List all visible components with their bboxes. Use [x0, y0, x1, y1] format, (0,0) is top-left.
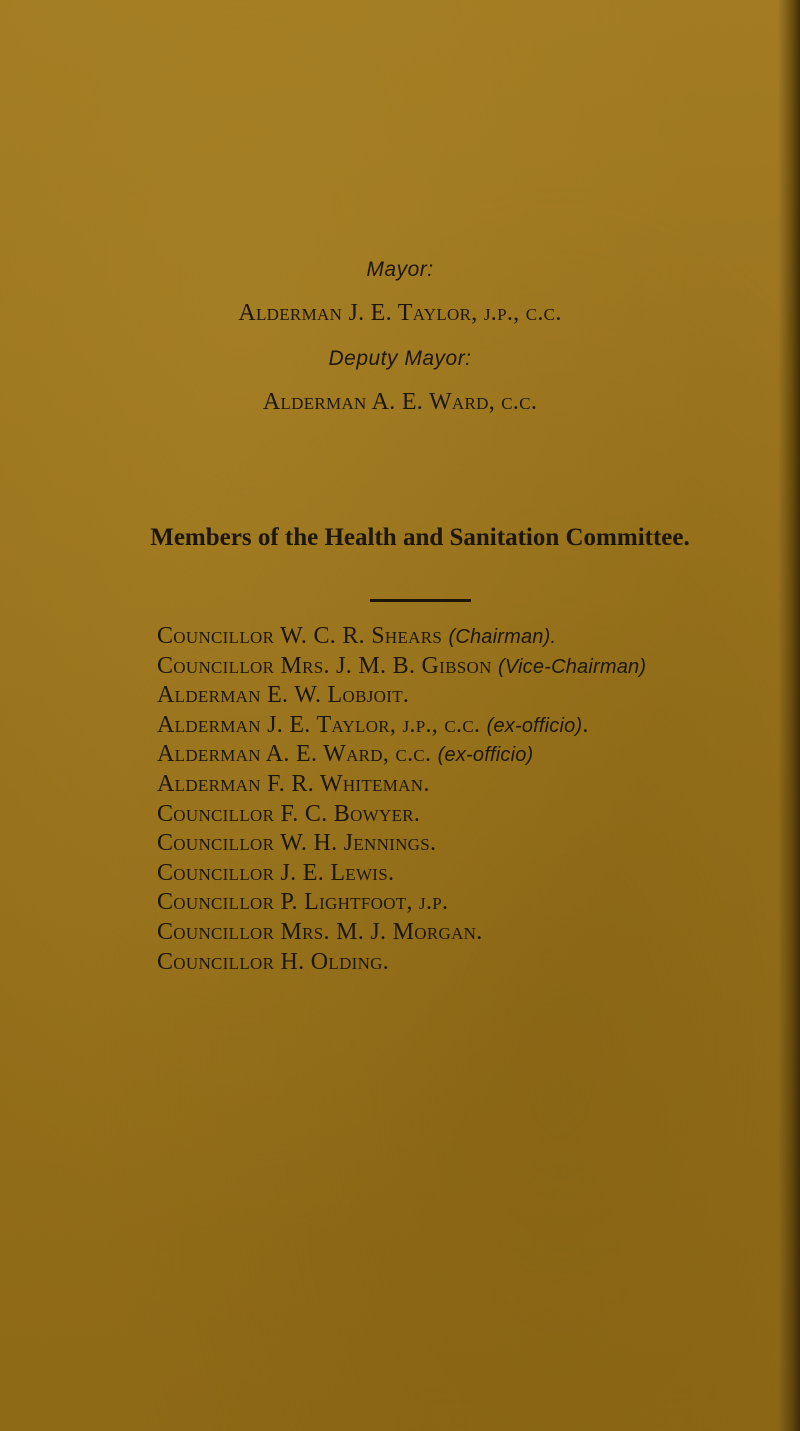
member-item [157, 829, 646, 859]
member-name: Councillor W. C. R. Shears [157, 623, 443, 649]
member-item [157, 859, 646, 889]
member-item [157, 918, 646, 948]
member-item [157, 711, 646, 741]
committee-title: Members of the Health and Sanitation Committee. [150, 524, 690, 551]
member-note: (Vice-Chairman) [498, 655, 647, 678]
member-name: Alderman F. R. Whiteman. [157, 770, 430, 797]
member-name: Alderman E. W. Lobjoit. [157, 682, 410, 709]
member-note: (ex-officio) [486, 714, 583, 737]
member-name: Councillor Mrs. M. J. Morgan. [157, 918, 483, 945]
mayor-label: Mayor: [366, 258, 434, 281]
title-divider [370, 599, 471, 602]
member-name: Councillor H. Olding. [157, 948, 390, 975]
member-item [157, 888, 646, 918]
member-item [157, 681, 646, 711]
deputy-mayor-name: Alderman A. E. Ward, c.c. [262, 389, 538, 415]
committee-member-list [157, 622, 646, 977]
member-item [157, 652, 646, 682]
mayor-name: Alderman J. E. Taylor, j.p., c.c. [238, 300, 562, 326]
member-item [157, 948, 646, 978]
member-name: Councillor W. H. Jennings. [157, 830, 437, 857]
member-name: Councillor P. Lightfoot, j.p. [157, 889, 449, 916]
member-item [157, 800, 646, 830]
deputy-mayor-label: Deputy Mayor: [328, 347, 472, 370]
member-item [157, 622, 646, 652]
member-name: Councillor Mrs. J. M. B. Gibson [157, 652, 492, 679]
member-note: (ex-officio) [437, 744, 534, 767]
member-name: Councillor J. E. Lewis. [157, 859, 395, 886]
member-name: Councillor F. C. Bowyer. [157, 800, 421, 827]
member-name: Alderman J. E. Taylor, j.p., c.c. [157, 711, 481, 738]
member-item [157, 740, 646, 770]
member-item [157, 770, 646, 800]
member-name: Alderman A. E. Ward, c.c. [157, 741, 432, 768]
page-edge-shadow [778, 0, 800, 1431]
member-note: (Chairman). [448, 626, 557, 648]
member-suffix: . [582, 711, 589, 738]
